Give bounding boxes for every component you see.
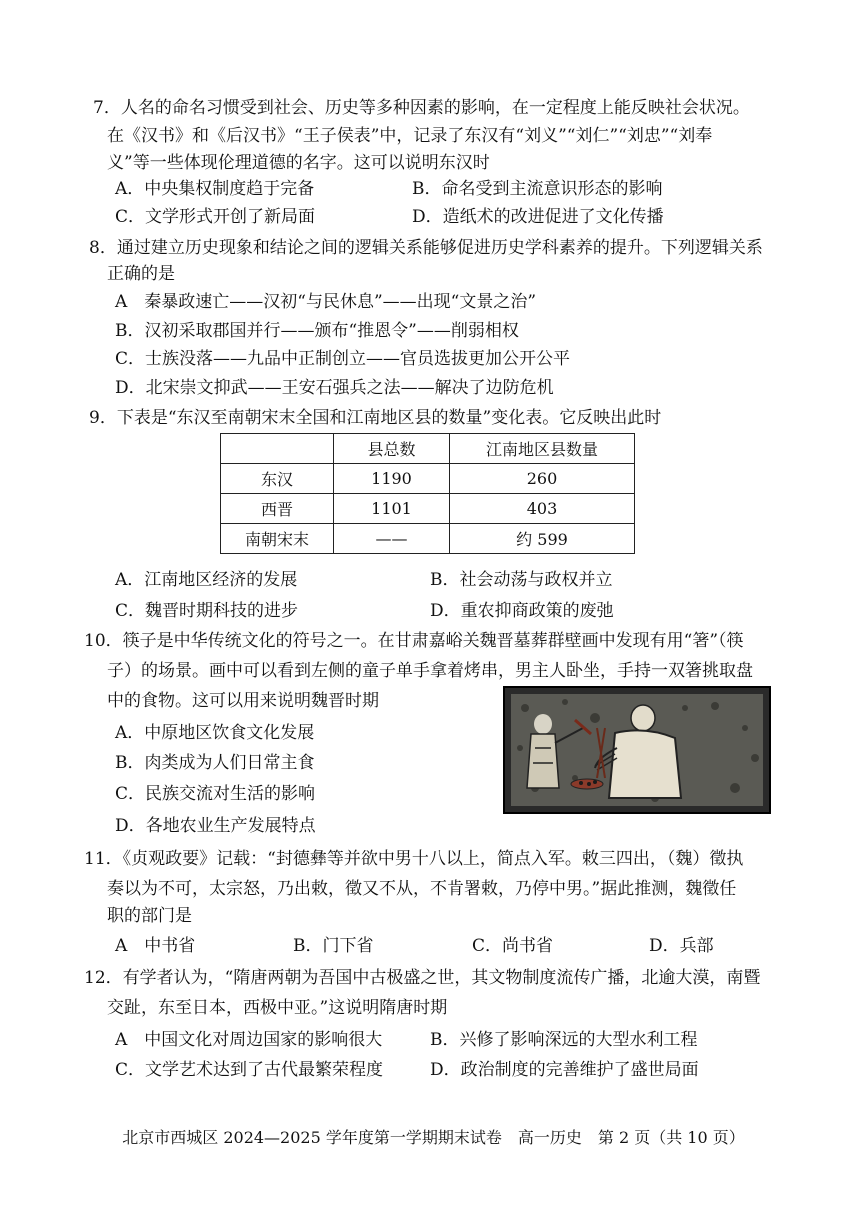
table-cell: 约 599 — [450, 524, 635, 554]
q10-option-c: C．民族交流对生活的影响 — [115, 784, 316, 804]
q8-option-c: C．士族没落——九品中正制创立——官员选拔更加公开公平 — [115, 349, 571, 369]
q7-option-d: D．造纸术的改进促进了文化传播 — [412, 207, 664, 227]
county-count-table — [220, 433, 635, 554]
q11-stem-line2: 奏以为不可，太宗怒，乃出敕，徵又不从，不肯署敕，乃停中男。”据此推测，魏徵任 — [107, 879, 737, 899]
table-cell: 1101 — [334, 494, 450, 524]
q7-option-a: A．中央集权制度趋于完备 — [115, 179, 315, 199]
table-row — [221, 494, 635, 524]
q12-option-b: B．兴修了影响深远的大型水利工程 — [430, 1030, 698, 1050]
q7-stem-line3: 义”等一些体现伦理道德的名字。这可以说明东汉时 — [107, 153, 490, 173]
table-cell: 西晋 — [221, 494, 334, 524]
q8-option-a: A 秦暴政速亡——汉初“与民休息”——出现“文景之治” — [115, 292, 537, 312]
table-cell: 东汉 — [221, 464, 334, 494]
q11-option-b: B．门下省 — [293, 936, 374, 956]
q7-stem-line1: 7．人名的命名习惯受到社会、历史等多种因素的影响，在一定程度上能反映社会状况。 — [93, 98, 750, 118]
table-cell: —— — [334, 524, 450, 554]
q9-option-a: A．江南地区经济的发展 — [115, 570, 298, 590]
q12-stem-line2: 交趾，东至日本，西极中亚。”这说明隋唐时期 — [107, 998, 448, 1018]
table-row — [221, 464, 635, 494]
q10-stem-line2: 子）的场景。画中可以看到左侧的童子单手拿着烤串，男主人卧坐，手持一双箸挑取盘 — [107, 661, 753, 681]
q8-stem-line1: 8．通过建立历史现象和结论之间的逻辑关系能够促进历史学科素养的提升。下列逻辑关系 — [89, 238, 763, 258]
table-cell: 南朝宋末 — [221, 524, 334, 554]
q10-option-d: D．各地农业生产发展特点 — [115, 816, 316, 836]
q10-option-b: B．肉类成为人们日常主食 — [115, 753, 315, 773]
q9-option-c: C．魏晋时期科技的进步 — [115, 601, 299, 621]
q11-option-d: D．兵部 — [649, 936, 714, 956]
q7-option-b: B．命名受到主流意识形态的影响 — [412, 179, 663, 199]
q11-stem-line1: 11．《贞观政要》记载：“封德彝等并欲中男十八以上，简点入军。敕三四出，（魏）徵执 — [84, 849, 744, 869]
table-cell: 260 — [450, 464, 635, 494]
q9-option-b: B．社会动荡与政权并立 — [430, 570, 613, 590]
q10-option-a: A．中原地区饮食文化发展 — [115, 723, 315, 743]
q11-stem-line3: 职的部门是 — [107, 906, 192, 926]
page-footer: 北京市西城区 2024—2025 学年度第一学期期末试卷 高一历史 第 2 页（共 10 页） — [122, 1128, 745, 1147]
table-header-row — [221, 434, 635, 464]
q8-option-d: D．北宋崇文抑武——王安石强兵之法——解决了边防危机 — [115, 378, 554, 398]
q11-option-a: A 中书省 — [115, 936, 196, 956]
q12-option-d: D．政治制度的完善维护了盛世局面 — [430, 1060, 699, 1080]
table-header-cell: 江南地区县数量 — [450, 434, 635, 464]
tomb-mural-image — [503, 686, 771, 814]
q12-option-a: A 中国文化对周边国家的影响很大 — [115, 1030, 383, 1050]
table-header-cell: 县总数 — [334, 434, 450, 464]
q12-stem-line1: 12．有学者认为，“隋唐两朝为吾国中古极盛之世，其文物制度流传广播，北逾大漠，南暨 — [84, 968, 761, 988]
q9-option-d: D．重农抑商政策的废弛 — [430, 601, 614, 621]
q10-stem-line3: 中的食物。这可以用来说明魏晋时期 — [107, 691, 379, 711]
q8-option-b: B．汉初采取郡国并行——颁布“推恩令”——削弱相权 — [115, 321, 519, 341]
table-cell: 403 — [450, 494, 635, 524]
q10-stem-line1: 10．筷子是中华传统文化的符号之一。在甘肃嘉峪关魏晋墓葬群壁画中发现有用“箸”（筷 — [84, 631, 744, 651]
mural-illustration — [505, 688, 769, 812]
table-row — [221, 524, 635, 554]
q7-option-c: C．文学形式开创了新局面 — [115, 207, 316, 227]
q7-stem-line2: 在《汉书》和《后汉书》“王子侯表”中，记录了东汉有“刘义”“刘仁”“刘忠”“刘奉 — [107, 126, 713, 146]
q9-stem-line1: 9．下表是“东汉至南朝宋末全国和江南地区县的数量”变化表。它反映出此时 — [89, 408, 662, 428]
q12-option-c: C．文学艺术达到了古代最繁荣程度 — [115, 1060, 384, 1080]
table-header-cell — [221, 434, 334, 464]
q11-option-c: C．尚书省 — [472, 936, 554, 956]
table-cell: 1190 — [334, 464, 450, 494]
q8-stem-line2: 正确的是 — [107, 264, 175, 284]
